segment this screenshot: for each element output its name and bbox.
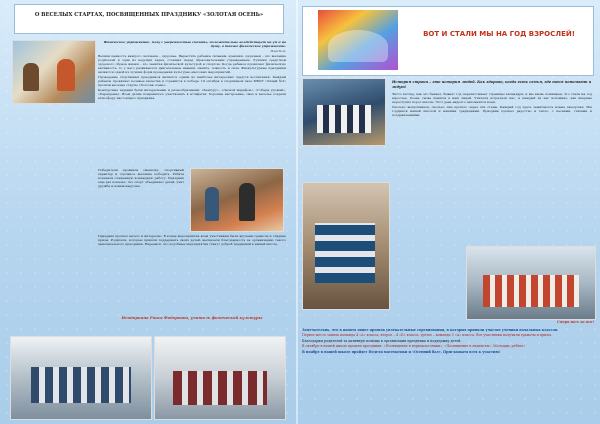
left-paragraph-2: Проведение спортивных праздников является одним из наиболее интересных средств воспитания. Каждый ребенок проявляет волевые качества и стремится к победе. 19 октября в спортивном зале МБОУ «Лицей №3» прошли веселые старты «Золотая осень».: [98, 75, 286, 87]
right-text-1: Чисто взгляд, как это бывает, бывает год перелистывает страницы календаря, и мы вновь понимаем, что стали на год взрослее. Осень снова пришла в наш лицей. Учителя встречали нас, и каждый из нас вспомнил, как впервые переступил порог школы. Этот день надолго запомнится всем.: [392, 92, 592, 104]
left-closing-text: Праздник прошел весело и интересно. В конце мероприятия всем участникам были вручены грамоты и сладкие призы. Родители, которые пришли поддержать своих детей, высказали благодарность за организацию такого замечательного праздника. Надеемся, что подобные мероприятия станут доброй традицией в нашей школе.: [98, 234, 286, 246]
epigraph-author: Пласт А.: [270, 49, 286, 53]
left-column-text: Победители проявили смекалку, спортивный характер и огромное желание победить. Ребята показали слаженную командную работу. Праздник еще раз показал, что спорт объединяет детей, учит дружбе и взаимовыручке.: [98, 168, 184, 188]
bottom-line-5: В ноябре в нашей школе пройдет Неделя математики и «Осенний бал». Приглашаем всех к участию!: [302, 349, 501, 354]
school-photo-2: [302, 182, 390, 310]
sports-photo-3: [10, 336, 152, 420]
bottom-line-2: Первое место заняла команда 4 «А» класса, второе – 4 «Б» класса, третье – команда 3 «А» класса. Все участники получили грамоты и призы.: [302, 333, 552, 338]
epigraph: Физическое упражнение, могу с уверенностью сказать, положительно воздействует на ум и на душу, а также физическое упражнение.: [103, 40, 286, 48]
school-photo-3: [466, 246, 596, 320]
photo-caption: Собрались за все!: [556, 320, 594, 324]
right-article-title: ВОТ И СТАЛИ МЫ НА ГОД ВЗРОСЛЕЙ!: [423, 30, 575, 38]
left-paragraph-3: Конкурсные задания были интересными и разнообразными: «Кенгуру», «Лесной марафон», «Собери урожай», «Переправа». Всем детям понравилось участвовать в эстафетах. Хорошее настроение, смех и веселье создали атмосферу настоящего праздника.: [98, 88, 286, 100]
page-fold: [296, 0, 298, 424]
bottom-line-3: Благодарим родителей за активную помощь в организации праздника и поддержку детей.: [302, 338, 462, 343]
school-photo-1: [302, 78, 386, 146]
sports-photo-1: [12, 40, 96, 104]
left-intro-text: [98, 40, 286, 101]
bottom-line-1: Замечательно, что в нашем лицее прошли увлекательные соревнования, в которых приняли участие ученики начальных классов.: [302, 328, 559, 332]
right-bottom-text: [302, 328, 594, 355]
left-article-title: О ВЕСЕЛЫХ СТАРТАХ, ПОСВЯЩЕННЫХ ПРАЗДНИКУ «ЗОЛОТАЯ ОСЕНЬ»: [14, 4, 284, 34]
left-paragraph-1: Велики ценность каждого человека – здоровье. Вырастить ребенка сильным, крепким, здоровым – это желание родителей и одна из ведущих задач, стоящих перед образовательным учреждением. Лучшим средством здорового образа жизни – это занятия физической культурой и спортом. Когда ребенок проявляет физическую активность, то у него развиваются двигательные навыки, память, ловкость и сила. Физкультурные праздники являются одной из лучших форм проведения культурно-массовых мероприятий.: [98, 54, 286, 74]
right-text-2: Сколько выпускников, сколько лиц прошло через эти стены. Каждый год здесь зажигаются новые звездочки. Мы гордимся нашей школой и нашими традициями. Праздник прошел радостно и тепло, с песнями, стихами и поздравлениями.: [392, 105, 592, 117]
bottom-line-4: В октябре в нашей школе прошли праздники: «Посвящение в первоклассники», «Посвящение в лицеисты». Молодцы, ребята!: [302, 344, 525, 349]
left-author-signature: Исидоркина Раиса Федоровна, учитель физической культуры: [121, 315, 263, 320]
right-heading: История строки – это история людей. Как здорово, когда есть семья, где тебя понимают и ждут!: [392, 80, 592, 89]
sports-photo-4: [154, 336, 286, 420]
kids-title-photo: [318, 10, 398, 70]
sports-photo-2: [190, 168, 284, 232]
right-paragraph-1: [392, 92, 592, 117]
